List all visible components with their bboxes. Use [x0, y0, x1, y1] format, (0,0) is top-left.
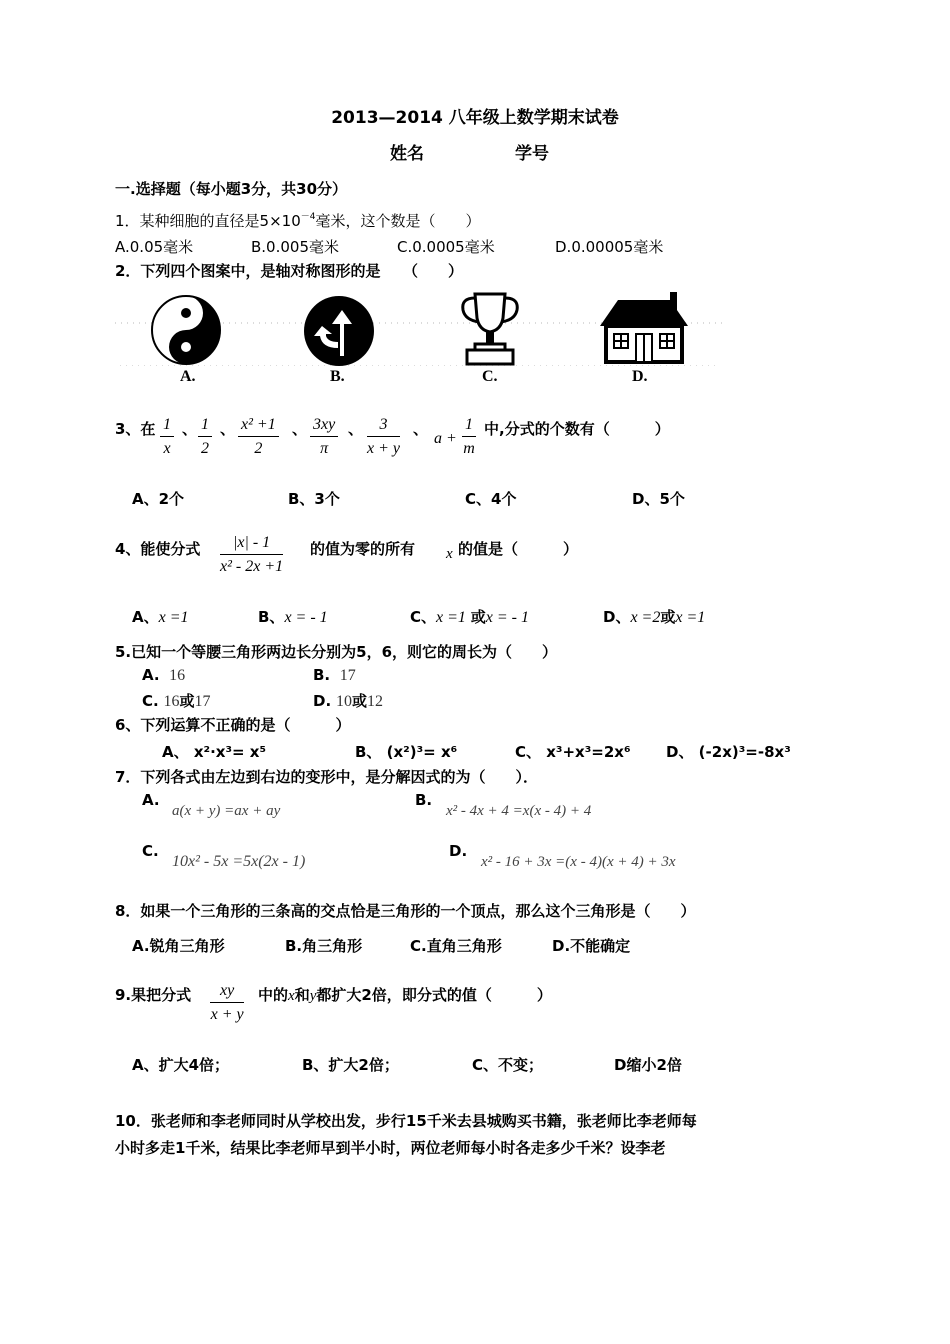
q3-separator: 、 [182, 420, 198, 438]
q7-option-c-label[interactable]: C. [142, 842, 159, 860]
q3-separator: 、 [413, 420, 429, 438]
question-6-stem: 6、下列运算不正确的是（ ） [115, 716, 351, 734]
q3-last-prefix: a + [434, 430, 457, 447]
question-5-stem: 5.已知一个等腰三角形两边长分别为5，6，则它的周长为（ ） [115, 643, 558, 661]
q4-lead: 4、能使分式 [115, 540, 201, 558]
question-10-line-1: 10．张老师和李老师同时从学校出发，步行15千米去县城购买书籍，张老师比李老师每 [115, 1112, 697, 1130]
house-icon [596, 292, 692, 366]
q7-option-d-label[interactable]: D. [449, 842, 468, 860]
q3-option-b[interactable]: B、3个 [288, 490, 340, 508]
name-label: 姓名 [390, 144, 424, 164]
q3-separator: 、 [292, 420, 308, 438]
q5-option-d[interactable]: D. 10或12 [313, 692, 383, 710]
section-heading: 一.选择题（每小题3分，共30分） [115, 180, 348, 198]
q7-option-c-expression: 10x² - 5x =5x(2x - 1) [172, 853, 306, 870]
q4-option-c[interactable]: C、x =1 或x = - 1 [410, 608, 529, 626]
q3-option-c[interactable]: C、4个 [465, 490, 517, 508]
q2-label-b[interactable]: B. [330, 368, 345, 385]
q7-option-b-expression: x² - 4x + 4 =x(x - 4) + 4 [446, 803, 592, 819]
q1-option-d[interactable]: D.0.00005毫米 [555, 238, 664, 256]
q8-option-a[interactable]: A.锐角三角形 [132, 937, 225, 955]
q1-option-b[interactable]: B.0.005毫米 [251, 238, 340, 256]
q7-option-a-label[interactable]: A. [142, 791, 160, 809]
q8-option-c[interactable]: C.直角三角形 [410, 937, 502, 955]
q5-option-c[interactable]: C. 16或17 [142, 692, 211, 710]
q3-option-d[interactable]: D、5个 [632, 490, 685, 508]
q4-option-d[interactable]: D、x =2或x =1 [603, 608, 706, 626]
q3-fraction-5: $\frac{3}{x + y}$ [367, 416, 400, 457]
question-10-line-2: 小时多走1千米，结果比李老师早到半小时，两位老师每小时各走多少千米？设李老 [115, 1139, 666, 1157]
q6-option-b[interactable]: B、 (x²)³= x⁶ [355, 743, 458, 761]
q4-fraction: $\frac{|x| - 1}{\text{x² - 2x +1}}$ [220, 534, 284, 575]
q3-option-a[interactable]: A、2个 [132, 490, 185, 508]
q5-option-a[interactable]: A. 16 [142, 666, 186, 684]
student-id-label: 学号 [515, 144, 549, 164]
q1-option-a[interactable]: A.0.05毫米 [115, 238, 194, 256]
road-sign-icon [302, 294, 376, 368]
q3-tail: 中,分式的个数有（ ） [484, 420, 670, 438]
q4-option-b[interactable]: B、x = - 1 [258, 608, 328, 626]
q2-label-d[interactable]: D. [632, 368, 648, 385]
q1-stem-exponent: －4 [300, 212, 316, 222]
q5-option-b[interactable]: B. 17 [313, 666, 356, 684]
question-1-stem [115, 210, 481, 231]
q9-fraction: $\frac{xy}{x + y}$ [210, 982, 244, 1023]
q9-option-b[interactable]: B、扩大2倍； [302, 1056, 399, 1074]
yin-yang-icon [150, 294, 222, 366]
trophy-icon [457, 290, 523, 368]
q3-fraction-6: $\frac{1}{m}$ [463, 416, 475, 457]
q8-option-d[interactable]: D.不能确定 [552, 937, 631, 955]
q6-option-d[interactable]: D、 (-2x)³=-8x³ [666, 743, 791, 761]
question-2-stem: 2．下列四个图案中，是轴对称图形的是 （ ） [115, 262, 463, 280]
q4-tail-1: 的值为零的所有 [310, 540, 416, 558]
q9-lead: 9.果把分式 [115, 986, 192, 1004]
q9-option-d[interactable]: D缩小2倍 [614, 1056, 682, 1074]
q9-option-a[interactable]: A、扩大4倍； [132, 1056, 230, 1074]
q9-mid: 中的x和y都扩大2倍，即分式的值（ ） [258, 986, 552, 1004]
q7-option-b-label[interactable]: B. [415, 791, 433, 809]
q3-fraction-2: $\frac{1}{2}$ [198, 416, 212, 458]
q3-separator: 、 [220, 420, 236, 438]
q6-option-a[interactable]: A、 x²·x³= x⁵ [162, 743, 267, 761]
question-8-stem: 8．如果一个三角形的三条高的交点恰是三角形的一个顶点，那么这个三角形是（ ） [115, 902, 696, 920]
q7-option-d-expression: x² - 16 + 3x =(x - 4)(x + 4) + 3x [481, 854, 676, 870]
q3-lead: 3、在 [115, 420, 156, 438]
q2-label-c[interactable]: C. [482, 368, 498, 385]
q3-fraction-1: $\frac{1}{x}$ [160, 416, 174, 458]
q1-option-c[interactable]: C.0.0005毫米 [397, 238, 495, 256]
q9-option-c[interactable]: C、不变； [472, 1056, 544, 1074]
q8-option-b[interactable]: B.角三角形 [285, 937, 363, 955]
q4-tail-2: 的值是（ ） [458, 540, 579, 558]
q4-variable: x [446, 546, 453, 562]
q4-option-a[interactable]: A、x =1 [132, 608, 189, 626]
q6-option-c[interactable]: C、 x³+x³=2x⁶ [515, 743, 631, 761]
q3-separator: 、 [348, 420, 364, 438]
page-title: 2013—2014 八年级上数学期末试卷 [331, 108, 619, 128]
q3-fraction-4: $\frac{3xy}{\pi}$ [310, 416, 338, 458]
q3-fraction-3: $\frac{\text{x² +1}}{2}$ [238, 416, 279, 458]
q1-stem-post: 毫米，这个数是（ ） [315, 212, 481, 230]
question-7-stem: 7．下列各式由左边到右边的变形中，是分解因式的为（ ）． [115, 768, 538, 786]
q7-option-a-expression: a(x + y) =ax + ay [172, 803, 281, 819]
q1-stem-pre: 1．某种细胞的直径是5×10 [115, 212, 301, 230]
q2-label-a[interactable]: A. [180, 368, 196, 385]
